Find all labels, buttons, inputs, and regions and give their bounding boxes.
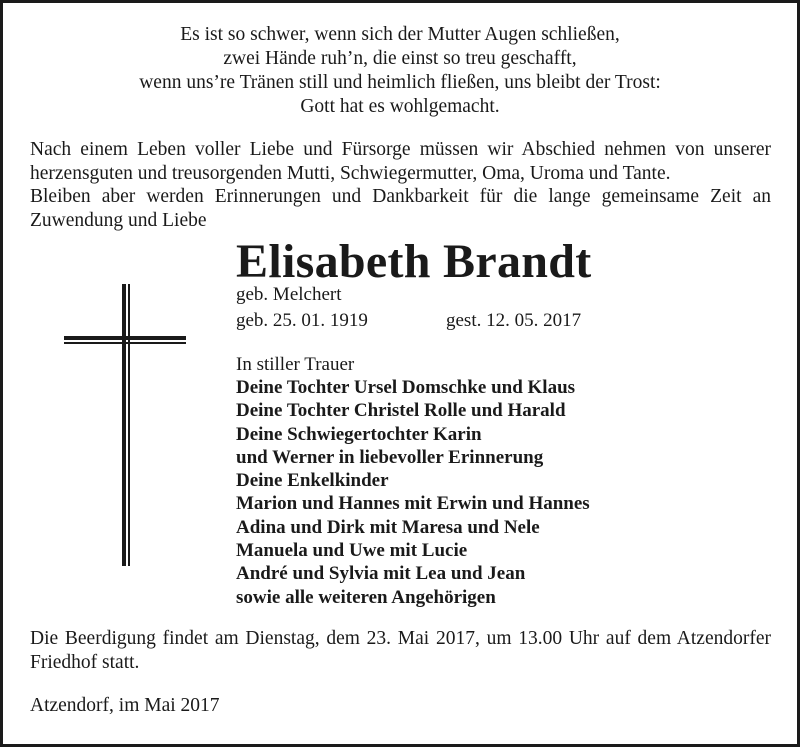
mourner-line: Adina und Dirk mit Maresa und Nele xyxy=(236,516,540,538)
poem-line: wenn uns’re Tränen still und heimlich fließen, uns bleibt der Trost: xyxy=(139,72,661,93)
maiden-name: geb. Melchert xyxy=(236,284,342,305)
poem xyxy=(0,23,800,119)
mourner-line: Deine Schwiegertochter Karin xyxy=(236,423,482,445)
cross-icon xyxy=(60,282,190,577)
mourner-line: André und Sylvia mit Lea und Jean xyxy=(236,563,526,585)
mourning-heading: In stiller Trauer xyxy=(236,354,355,375)
death-date: gest. 12. 05. 2017 xyxy=(446,310,582,331)
poem-line: zwei Hände ruh’n, die einst so treu geschafft, xyxy=(223,48,577,69)
intro-paragraph: Nach einem Leben voller Liebe und Fürsorge müssen wir Abschied nehmen von unserer herzensguten und treusorgenden Mutti, Schwiegermutter, Oma, Uroma und Tante. xyxy=(30,139,771,184)
deceased-name: Elisabeth Brandt xyxy=(236,235,592,288)
mourner-line: sowie alle weiteren Angehörigen xyxy=(236,586,496,608)
mourner-line: Marion und Hannes mit Erwin und Hannes xyxy=(236,493,590,515)
intro-text xyxy=(30,138,771,232)
mourner-line: und Werner in liebevoller Erinnerung xyxy=(236,446,544,468)
intro-paragraph: Bleiben aber werden Erinnerungen und Dankbarkeit für die lange gemeinsame Zeit an Zuwendung und Liebe xyxy=(30,186,771,231)
mourner-line: Deine Tochter Ursel Domschke und Klaus xyxy=(236,377,576,398)
poem-line: Es ist so schwer, wenn sich der Mutter Augen schließen, xyxy=(180,24,620,45)
mourner-line: Deine Enkelkinder xyxy=(236,470,389,492)
funeral-notice: Die Beerdigung findet am Dienstag, dem 23. Mai 2017, um 13.00 Uhr auf dem Atzendorfer Friedhof statt. xyxy=(30,628,771,673)
mourners-list xyxy=(236,376,590,609)
mourner-line: Manuela und Uwe mit Lucie xyxy=(236,540,468,562)
mourner-line: Deine Tochter Christel Rolle und Harald xyxy=(236,400,566,422)
poem-line: Gott hat es wohlgemacht. xyxy=(300,96,500,117)
birth-date: geb. 25. 01. 1919 xyxy=(236,310,368,331)
place-date: Atzendorf, im Mai 2017 xyxy=(30,695,220,716)
